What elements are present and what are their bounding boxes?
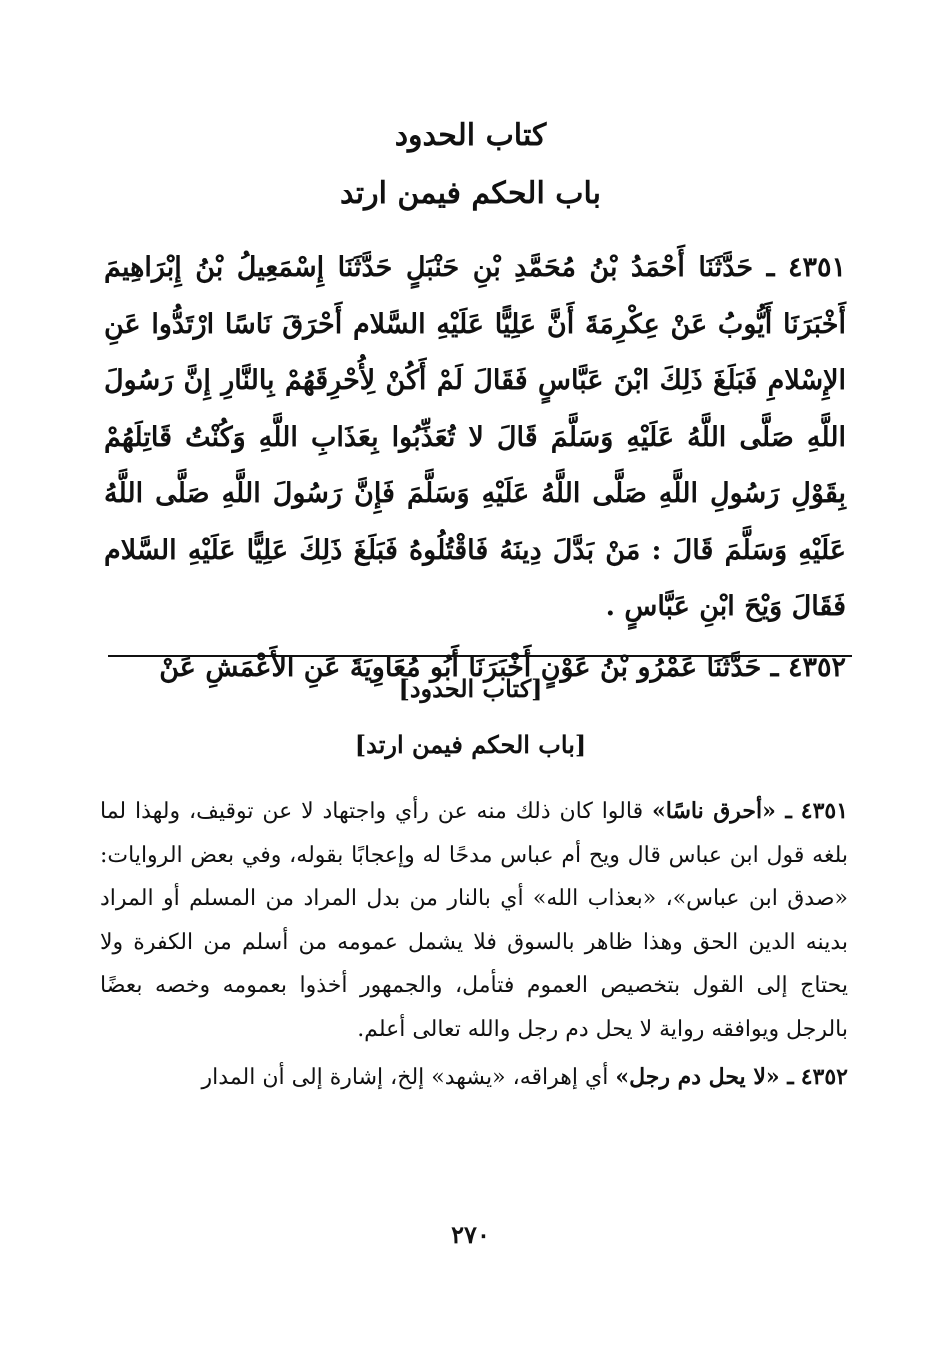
commentary-paragraph	[100, 1056, 848, 1100]
book-title: كتاب الحدود	[394, 118, 547, 153]
note-number: ٤٣٥١	[800, 798, 849, 824]
note-number: ٤٣٥٢	[800, 1064, 848, 1090]
hadith-body: ـ حَدَّثَنَا أَحْمَدُ بْنُ مُحَمَّدِ بْنِ حَنْبَلٍ حَدَّثَنَا إِسْمَعِيلُ بْنُ إِبْرَاهِيمَ أَخْبَرَنَا أَيُّوبُ عَنْ عِكْرِمَةَ أَنَّ عَلِيًّا عَلَيْهِ السَّلام أَحْرَقَ نَاسًا ارْتَدُّوا عَنِ الإِسْلامِ فَبَلَغَ ذَلِكَ ابْنَ عَبَّاسٍ فَقَالَ لَمْ أَكُنْ لِأُحْرِقَهُمْ بِالنَّارِ إِنَّ رَسُولَ اللَّهِ صَلَّى اللَّهُ عَلَيْهِ وَسَلَّمَ قَالَ لا تُعَذِّبُوا بِعَذَابِ اللَّهِ وَكُنْتُ قَاتِلَهُمْ بِقَوْلِ رَسُولِ اللَّهِ صَلَّى اللَّهُ عَلَيْهِ وَسَلَّمَ فَإِنَّ رَسُولَ اللَّهِ صَلَّى اللَّهُ عَلَيْهِ وَسَلَّمَ قَالَ : مَنْ بَدَّلَ دِينَهُ فَاقْتُلُوهُ فَبَلَغَ ذَلِكَ عَلِيًّا عَلَيْهِ السَّلام فَقَالَ وَيْحَ ابْنِ عَبَّاسٍ .	[104, 252, 846, 622]
note-lead: ـ «أحرق ناسًا»	[651, 798, 792, 824]
hadith-number: ٤٣٥٢	[787, 651, 846, 683]
hadith-paragraph	[104, 240, 846, 636]
commentary-chapter-title: [باب الحكم فيمن ارتد]	[354, 730, 587, 759]
hadith-number: ٤٣٥١	[787, 252, 846, 283]
note-lead: ـ «لا يحل دم رجل»	[615, 1064, 794, 1090]
section-divider	[108, 655, 852, 657]
note-body: قالوا كان ذلك منه عن رأي واجتهاد لا عن توقيف، ولهذا لما بلغه قول ابن عباس قال ويح أم عباس مدحًا له وإعجابًا بقوله، وفي بعض الروايات: «صدق ابن عباس»، «بعذاب الله» أي بالنار من بدل المراد من المسلم أو المراد بدينه الدين الحق وهذا ظاهر بالسوق فلا يشمل عمومه من أسلم من الكفرة ولا يحتاج إلى القول بتخصيص العموم فتأمل، والجمهور أخذوا بعمومه وخصه بعضًا بالرجل ويوافقه رواية لا يحل دم رجل والله تعالى أعلم.	[100, 799, 848, 1042]
chapter-title: باب الحكم فيمن ارتد	[340, 176, 601, 211]
commentary-paragraph	[100, 790, 848, 1051]
hadith-body: ـ حَدَّثَنَا عَمْرُو بْنُ عَوْنٍ أَخْبَرَنَا أَبُو مُعَاوِيَةَ عَنِ الأَعْمَشِ عَنْ	[159, 651, 779, 683]
page-number: ٢٧٠	[451, 1220, 490, 1249]
commentary-book-title: [كتاب الحدود]	[398, 674, 543, 703]
hadith-text-block	[104, 240, 846, 696]
commentary-block	[100, 790, 848, 1100]
note-body: أي إهراقه، «يشهد» إلخ، إشارة إلى أن المدار	[201, 1065, 609, 1090]
